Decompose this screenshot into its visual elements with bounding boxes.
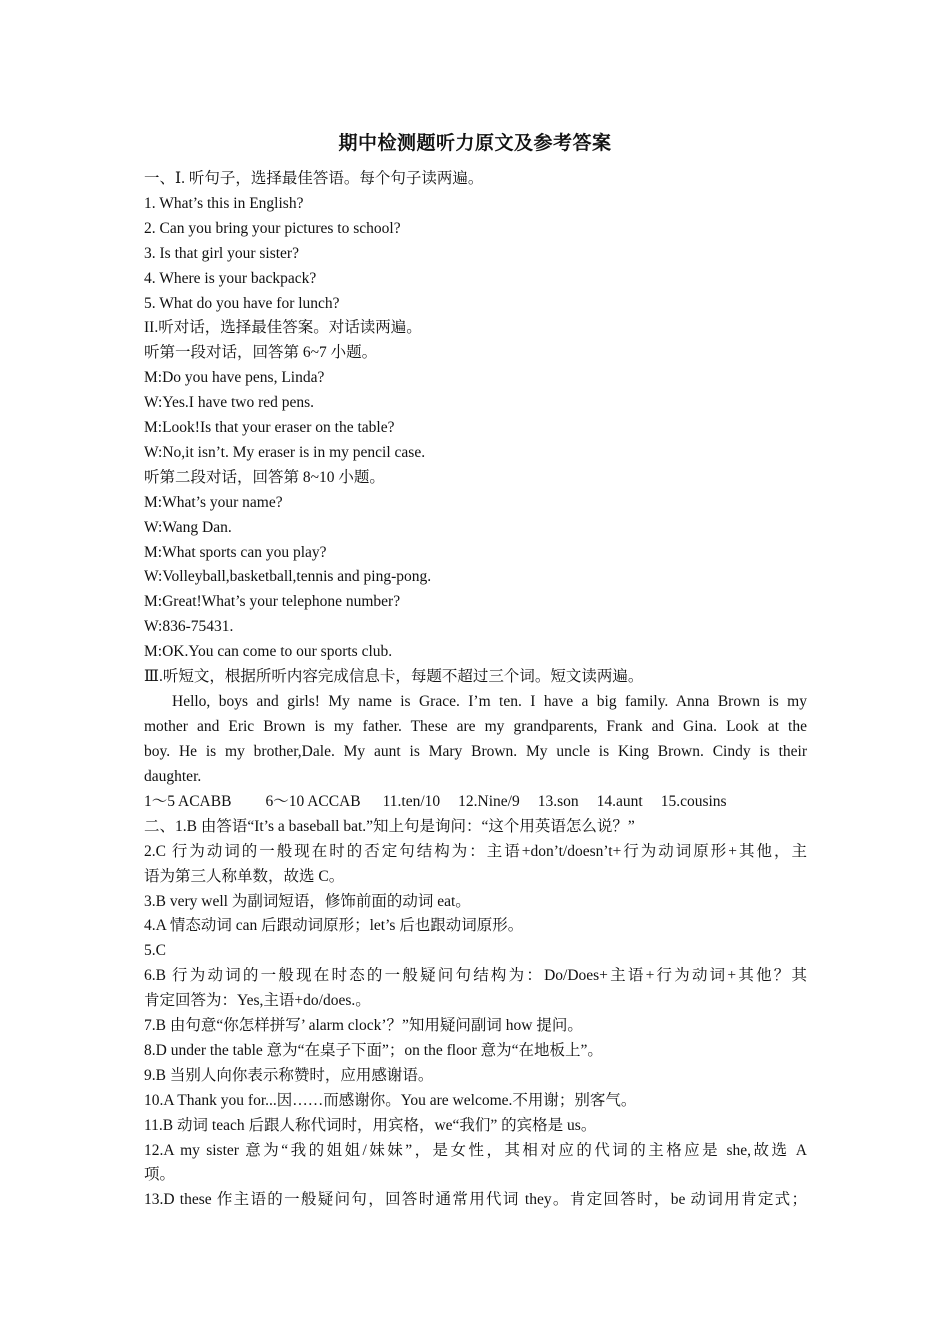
listening-sentence: 5. What do you have for lunch? (144, 295, 340, 312)
dialogue-line: W:Volleyball,basketball,tennis and ping-pong. (144, 568, 432, 585)
answer-12: 12.Nine/9 (458, 793, 520, 810)
page-title: 期中检测题听力原文及参考答案 (338, 132, 612, 154)
listening-sentence: 2. Can you bring your pictures to school? (144, 220, 401, 237)
explanation-line: 肯定回答为：Yes,主语+do/does.。 (144, 992, 371, 1009)
dialogue-line: M:What sports can you play? (144, 544, 327, 561)
answer-15: 15.cousins (660, 793, 727, 810)
passage-line: mother and Eric Brown is my father. These are my grandparents, Frank and Gina. Look at the (144, 718, 807, 735)
section-1-heading: 一、Ⅰ. 听句子，选择最佳答语。每个句子读两遍。 (144, 170, 484, 187)
passage-line: Hello, boys and girls! My name is Grace. I’m ten. I have a big family. Anna Brown is my (172, 693, 807, 710)
explanation-line: 6.B 行为动词的一般现在时态的一般疑问句结构为：Do/Does+主语+行为动词+其他？其 (144, 967, 807, 984)
section-3-heading: Ⅲ.听短文，根据所听内容完成信息卡，每题不超过三个词。短文读两遍。 (144, 668, 644, 685)
explanation-line: 9.B 当别人向你表示称赞时，应用感谢语。 (144, 1067, 434, 1084)
section-2-heading: II.听对话，选择最佳答案。对话读两遍。 (144, 319, 422, 336)
answer-14: 14.aunt (596, 793, 643, 810)
listening-sentence: 1. What’s this in English? (144, 195, 304, 212)
listening-sentence: 4. Where is your backpack? (144, 270, 317, 287)
explanation-line: 10.A Thank you for...因……而感谢你。You are welcome.不用谢；别客气。 (144, 1092, 637, 1109)
explanation-line: 二、1.B 由答语“It’s a baseball bat.”知上句是询问：“这个用英语怎么说？” (144, 818, 635, 835)
dialogue-line: M:What’s your name? (144, 494, 283, 511)
explanation-line: 8.D under the table 意为“在桌子下面”；on the floor 意为“在地板上”。 (144, 1042, 603, 1059)
dialogue-line: M:Do you have pens, Linda? (144, 369, 325, 386)
dialogue-line: M:Look!Is that your eraser on the table? (144, 419, 395, 436)
dialogue-line: W:Yes.I have two red pens. (144, 394, 315, 411)
explanation-line: 4.A 情态动词 can 后跟动词原形；let’s 后也跟动词原形。 (144, 917, 524, 934)
explanation-line: 项。 (144, 1166, 176, 1183)
explanation-line: 5.C (144, 942, 166, 959)
explanation-line: 7.B 由句意“你怎样拼写’ alarm clock’？”知用疑问副词 how 提问。 (144, 1017, 583, 1034)
dialogue-line: M:OK.You can come to our sports club. (144, 643, 393, 660)
listening-sentence: 3. Is that girl your sister? (144, 245, 299, 262)
dialogue-line: M:Great!What’s your telephone number? (144, 593, 401, 610)
answer-11: 11.ten/10 (382, 793, 441, 810)
explanation-line: 12.A my sister 意为“我的姐姐/妹妹”，是女性，其相对应的代词的主格应是 she,故选 A (144, 1142, 807, 1159)
explanation-line: 语为第三人称单数，故选 C。 (144, 868, 345, 885)
dialogue-1-heading: 听第一段对话，回答第 6~7 小题。 (144, 344, 378, 361)
dialogue-line: W:Wang Dan. (144, 519, 232, 536)
explanation-line: 3.B very well 为副词短语，修饰前面的动词 eat。 (144, 893, 471, 910)
passage-line: daughter. (144, 768, 202, 785)
dialogue-2-heading: 听第二段对话，回答第 8~10 小题。 (144, 469, 385, 486)
answer-13: 13.son (537, 793, 579, 810)
explanation-line: 2.C 行为动词的一般现在时的否定句结构为：主语+don’t/doesn’t+行为动词原形+其他，主 (144, 843, 807, 860)
explanation-line: 11.B 动词 teach 后跟人称代词时，用宾格，we“我们” 的宾格是 us。 (144, 1117, 597, 1134)
answer-key-row (144, 792, 727, 812)
answer-6-10: 6～10 ACCAB (265, 793, 361, 810)
dialogue-line: W:No,it isn’t. My eraser is in my pencil case. (144, 444, 426, 461)
passage-line: boy. He is my brother,Dale. My aunt is Mary Brown. My uncle is King Brown. Cindy is their (144, 743, 807, 760)
answer-1-5: 1～5 ACABB (144, 793, 232, 810)
explanation-line: 13.D these 作主语的一般疑问句，回答时通常用代词 they。肯定回答时，be 动词用肯定式； (144, 1191, 807, 1208)
dialogue-line: W:836-75431. (144, 618, 234, 635)
